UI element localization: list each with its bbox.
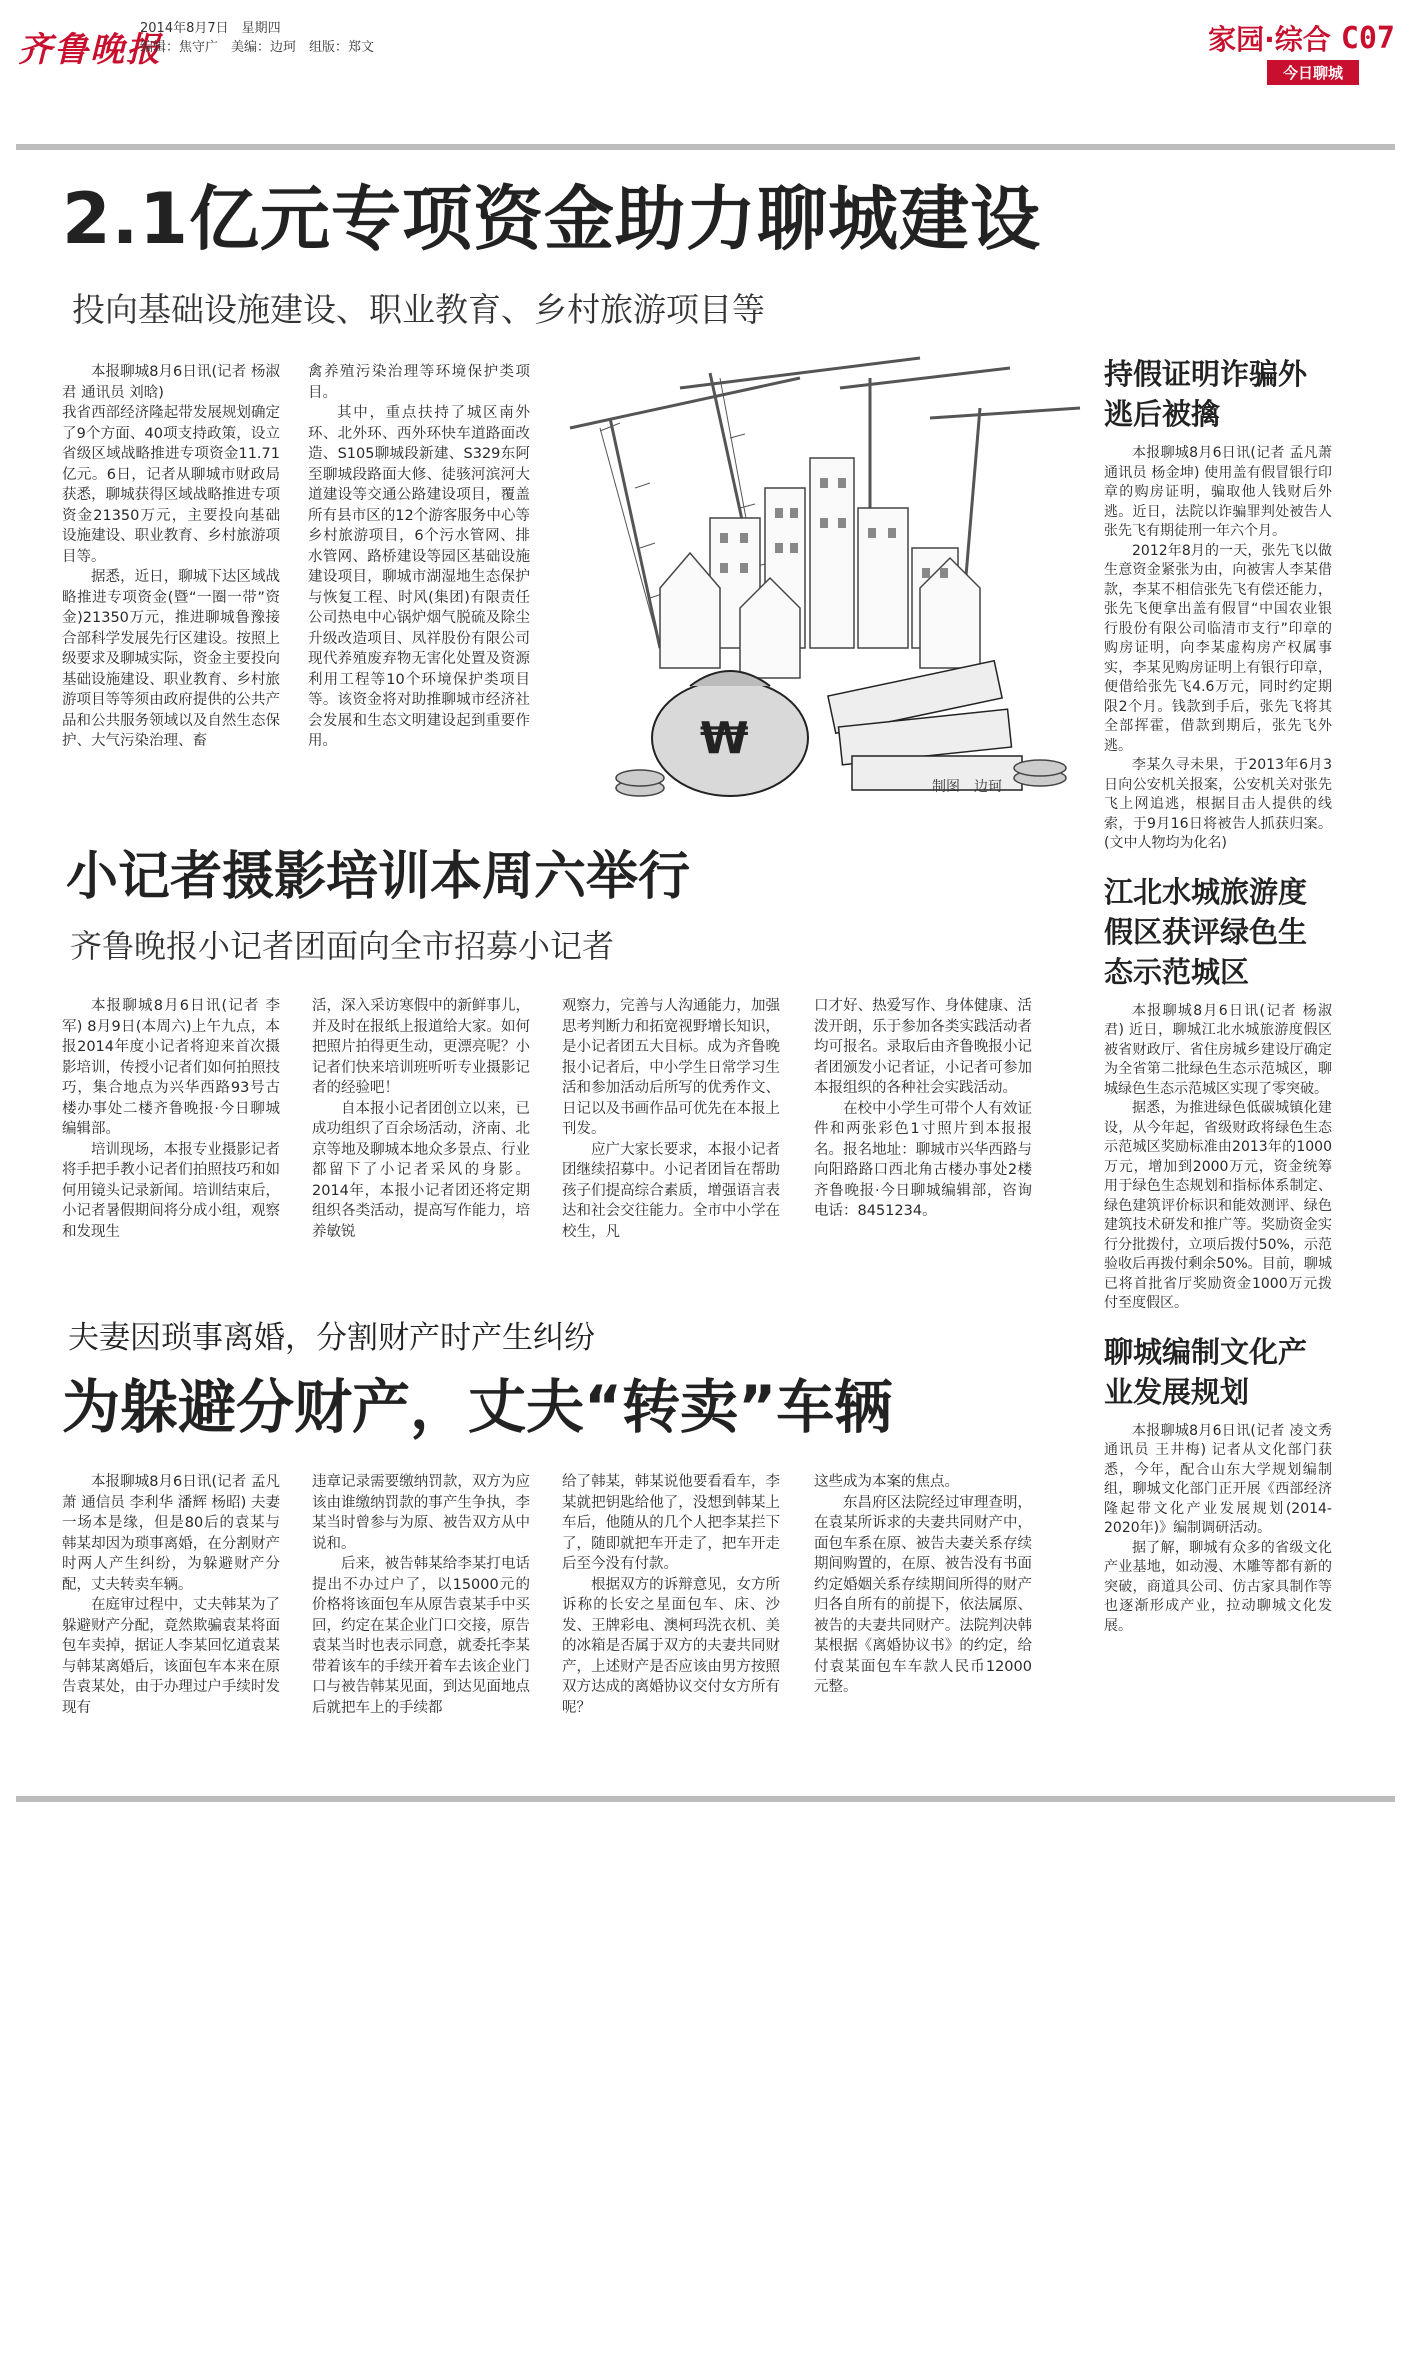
photo-story-paragraph: 培训现场，本报专业摄影记者将手把手教小记者们拍照技巧和如何用镜头记录新闻。培训结束后，小记者暑假期间将分成小组，观察和发现生 [62,1141,280,1240]
sidebar-paragraph: 李某久寻未果，于2013年6月3日向公安机关报案，公安机关对张先飞上网追逃，根据目击人提供的线索，于9月16日将被告人抓获归案。(文中人物均为化名) [1104,757,1332,851]
photo-story-paragraph: 在校中小学生可带个人有效证件和两张彩色1寸照片到本报报名。报名地址：聊城市兴华西路与向阳路路口西北角古楼办事处2楼齐鲁晚报·今日聊城编辑部，咨询电话：8451234。 [814,1100,1032,1219]
divorce-paragraph: 后来，被告韩某给李某打电话提出不办过户了，以15000元的价格将该面包车从原告袁某手中买回，约定在某企业门口交接，原告袁某当时也表示同意，就委托李某带着该车的手续开着车去该企业门口与被告韩某见面，到达见面地点后就把车上的手续都 [312,1556,530,1716]
divorce-column-1 [62,1472,280,1718]
main-paragraph: 我省西部经济隆起带发展规划确定了9个方面、40项支持政策，设立省级区域战略推进专项资金11.71亿元。6日，记者从聊城市财政局获悉，聊城获得区域战略推进专项资金21350万元，主要投向基础设施建设、职业教育、乡村旅游项目等。 [62,405,280,565]
photo-story-paragraph: 口才好、热爱写作、身体健康、活泼开朗，乐于参加各类实践活动者均可报名。录取后由齐鲁晚报小记者团颁发小记者证，小记者可参加本报组织的各种社会实践活动。 [814,998,1032,1096]
newspaper-logo: 齐鲁晚报 [18,30,162,70]
divorce-paragraph: 在庭审过程中，丈夫韩某为了躲避财产分配，竟然欺骗袁某将面包车卖掉，据证人李某回忆道袁某与韩某离婚后，该面包车本来在原告袁某处，由于办理过户手续时发现有 [62,1597,280,1716]
photo-story-paragraph: 观察力，完善与人沟通能力，加强思考判断力和拓宽视野增长知识，是小记者团五大目标。成为齐鲁晚报小记者后，中小学生日常学习生活和参加活动后所写的优秀作文、日记以及书画作品可优先在本报上刊发。 [562,998,780,1137]
divorce-paragraph: 东昌府区法院经过审理查明，在袁某所诉求的夫妻共同财产中，面包车系在原、被告夫妻关系存续期间购置的，在原、被告没有书面约定婚姻关系存续期间所得的财产归各自所有的前提下，依法属原、被告的夫妻共同财产。法院判决韩某根据《离婚协议书》的约定，给付袁某面包车车款人民币12000元整。 [814,1494,1032,1695]
photo-story-column-2 [312,996,530,1242]
photo-story-column-4 [814,996,1032,1222]
main-column-2 [308,362,530,752]
photo-story-headline: 小记者摄影培训本周六举行 [66,847,691,907]
sidebar-paragraph: 本报聊城8月6日讯(记者 杨淑君) 近日，聊城江北水城旅游度假区被省财政厅、省住房城乡建设厅确定为全省第二批绿色生态示范城区，聊城绿色生态示范城区实现了零突破。 [1104,1002,1332,1097]
photo-story-paragraph: 应广大家长要求，本报小记者团继续招募中。小记者团旨在帮助孩子们提高综合素质，增强语言表达和社会交往能力。全市中小学在校生，凡 [562,1141,780,1240]
main-column-1 [62,362,280,752]
divorce-column-2 [312,1472,530,1718]
page-number: C07 [1340,20,1395,56]
photo-story-column-1 [62,996,280,1242]
divorce-paragraph: 这些成为本案的焦点。 [814,1474,959,1490]
editor-credits: 编辑：焦守广 美编：边珂 组版：郑文 [140,40,375,55]
svg-text:₩: ₩ [700,713,749,764]
main-headline: 2.1亿元专项资金助力聊城建设 [62,178,1042,260]
section-subtitle: 今日聊城 [1267,60,1359,85]
sidebar-paragraph: 本报聊城8月6日讯(记者 孟凡萧 通讯员 杨金坤) 使用盖有假冒银行印章的购房证明，骗取他人钱财后外逃。近日，法院以诈骗罪判处被告人张先飞有期徒刑一年六个月。 [1104,445,1332,539]
sidebar-story-2-body [1104,1002,1332,1314]
photo-story-paragraph: 自本报小记者团创立以来，已成功组织了百余场活动，济南、北京等地及聊城本地众多景点、行业都留下了小记者采风的身影。2014年，本报小记者团还将定期组织各类活动，提高写作能力，培养敏锐 [312,1100,530,1240]
divorce-column-3 [562,1472,780,1718]
main-dateline: 本报聊城8月6日讯(记者 杨淑君 通讯员 刘晗) [62,364,280,401]
photo-story-deck: 齐鲁晚报小记者团面向全市招募小记者 [70,927,615,965]
sidebar-paragraph: 据悉，为推进绿色低碳城镇化建设，从今年起，省级财政将绿色生态示范城区奖励标准由2013年的1000万元，增加到2000万元，资金统筹用于绿色生态规划和指标体系制定、绿色建筑评价标识和能效测评、绿色建筑技术研发和推广等。奖励资金实行分批拨付，立项后拨付50%，示范验收后再拨付剩余50%。目前，聊城已将首批省厅奖励资金1000万元拨付至度假区。 [1104,1100,1332,1311]
divorce-kicker: 夫妻因琐事离婚，分割财产时产生纠纷 [68,1320,595,1356]
divorce-paragraph: 违章记录需要缴纳罚款，双方为应该由谁缴纳罚款的事产生争执，李某当时曾参与为原、被告双方从中说和。 [312,1474,530,1552]
sidebar-story-2-title: 江北水城旅游度假区获评绿色生态示范城区 [1104,874,1308,989]
divorce-column-4 [814,1472,1032,1698]
photo-story-paragraph: 活，深入采访寒假中的新鲜事儿，并及时在报纸上报道给大家。如何把照片拍得更生动，更漂亮呢？小记者们快来培训班听听专业摄影记者的经验吧！ [312,998,530,1096]
section-name: 家园·综合 [1208,23,1331,56]
main-deck: 投向基础设施建设、职业教育、乡村旅游项目等 [72,290,765,329]
divorce-paragraph: 根据双方的诉辩意见，女方所诉称的长安之星面包车、床、沙发、王牌彩电、澳柯玛洗衣机、美的冰箱是否属于双方的夫妻共同财产，上述财产是否应该由男方按照双方达成的离婚协议交付女方所有呢？ [562,1576,780,1716]
main-paragraph: 其中，重点扶持了城区南外环、北外环、西外环快车道路面改造、S105聊城段新建、S329东阿至聊城段路面大修、徒骇河滨河大道建设等交通公路建设项目，覆盖所有县市区的12个游客服务中心等乡村旅游项目，6个污水管网、排水管网、路桥建设等园区基础设施建设项目，聊城市湖湿地生态保护与恢复工程、时风(集团)有限责任公司热电中心锅炉烟气脱硫及除尘升级改造项目、凤祥股份有限公司现代养殖废弃物无害化处置及资源利用工程等10个环境保护类项目等。该资金将对助推聊城市经济社会发展和生态文明建设起到重要作用。 [308,405,530,749]
sidebar-story-3-body [1104,1422,1332,1637]
sidebar-paragraph: 2012年8月的一天，张先飞以做生意资金紧张为由，向被害人李某借款，李某不相信张先飞有偿还能力，张先飞便拿出盖有假冒“中国农业银行股份有限公司临清市支行”印章的购房证明，向李某虚构房产权属事实，李某见购房证明上有银行印章，便借给张先飞4.6万元，同时约定期限2个月。钱款到手后，张先飞将其全部挥霍，借款到期后，张先飞外逃。 [1104,542,1332,754]
divorce-headline: 为躲避分财产，丈夫“转卖”车辆 [62,1373,893,1441]
main-paragraph: 据悉，近日，聊城下达区域战略推进专项资金(暨“一圈一带”资金)21350万元，推进聊城鲁豫接合部科学发展先行区建设。按照上级要求及聊城实际，资金主要投向基础设施建设、职业教育、乡村旅游项目等等须由政府提供的公共产品和公共服务领域以及自然生态保护、大气污染治理、畜 [62,569,280,749]
sidebar-paragraph: 本报聊城8月6日讯(记者 凌文秀 通讯员 王井梅) 记者从文化部门获悉，今年，配合山东大学规划编制组，聊城文化部门正开展《西部经济隆起带文化产业发展规划(2014-2020年)》编制调研活动。 [1104,1422,1332,1536]
sidebar-story-3-title: 聊城编制文化产业发展规划 [1104,1334,1308,1409]
illustration-credit: 制图 边珂 [932,779,1002,795]
sidebar-story-1-body [1104,444,1332,854]
sidebar-story-1-title: 持假证明诈骗外逃后被擒 [1104,357,1308,431]
photo-story-column-3 [562,996,780,1242]
sidebar [1104,354,1332,1636]
top-divider [16,144,1395,150]
sidebar-paragraph: 据了解，聊城有众多的省级文化产业基地，如动漫、木雕等都有新的突破，商道具公司、仿古家具制作等也逐渐形成产业，拉动聊城文化发展。 [1104,1539,1332,1634]
bottom-divider [16,1796,1395,1802]
photo-story-paragraph: 本报聊城8月6日讯(记者 李军) 8月9日(本周六)上午九点，本报2014年度小记者将迎来首次摄影培训，传授小记者们如何拍照技巧，集合地点为兴华西路93号古楼办事处二楼齐鲁晚报·今日聊城编辑部。 [62,998,280,1137]
divorce-paragraph: 给了韩某，韩某说他要看看车，李某就把钥匙给他了，没想到韩某上车后，他随从的几个人把李某拦下了，随即就把车开走了，把车开走后至今没有付款。 [562,1474,780,1572]
divorce-paragraph: 本报聊城8月6日讯(记者 孟凡萧 通信员 李利华 潘辉 杨昭) 夫妻一场本是缘，但是80后的袁某与韩某却因为琐事离婚，在分割财产时两人产生纠纷，为躲避财产分配，丈夫转卖车辆。 [62,1474,280,1593]
issue-date: 2014年8月7日 星期四 [140,21,281,36]
section-header [1208,18,1395,58]
city-construction-illustration [540,348,1100,808]
main-paragraph: 禽养殖污染治理等环境保护类项目。 [308,364,530,401]
